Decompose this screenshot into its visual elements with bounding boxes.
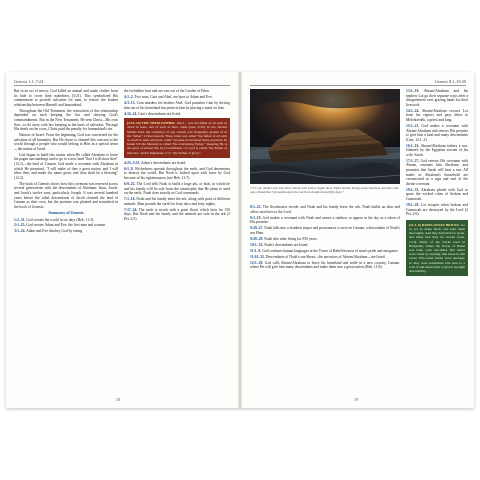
verse-item <box>406 203 468 217</box>
verse-item <box>124 161 230 166</box>
page-number-left: 18 <box>116 397 120 402</box>
verse-item <box>406 144 468 158</box>
verse-ref: 15:1–21. <box>406 123 420 128</box>
page-number-right: 19 <box>354 397 358 402</box>
verse-text: God makes a covenant with Abram/Abraham and renews His promise to give him a land and many descendants (Gen. 12:1–2). <box>406 123 469 142</box>
left-col-1 <box>14 89 118 235</box>
verse-item <box>406 188 468 202</box>
verse-text: The earth is struck with a great flood, which lasts for 150 days. But Noah and his family and the animals are safe in the ark (2 Pet. 2:5). <box>124 207 230 221</box>
verse-ref: 14:1–24. <box>406 108 420 113</box>
verse-text: Abraham pleads with God to spare the wicked cities of Sodom and Gomorrah. <box>406 187 468 202</box>
verse-text: God creates the world in six days (Heb. 11:3). <box>26 217 95 222</box>
verse-item <box>250 216 400 225</box>
verse-text: Descendants of Noah's son Shem—the ancestors of Abram/Abraham—are listed. <box>265 254 386 259</box>
verse-item <box>250 255 400 260</box>
verse-item <box>124 182 230 196</box>
verse-ref: 12:1–20. <box>250 260 264 265</box>
verse-item <box>14 218 118 223</box>
verse-text: Lot escapes when Sodom and Gomorrah are destroyed by the Lord (2 Pet. 2:6). <box>406 203 468 217</box>
noahs-ark-illustration <box>250 89 400 184</box>
verse-item <box>406 159 468 187</box>
running-head-left: Genesis 1:1–7:24 <box>14 79 44 84</box>
sidebar-box-father <box>124 118 230 158</box>
verse-item <box>124 112 230 117</box>
verse-text: Noah and his family enter the ark, along with pairs of different animals. Rain pounds the earth for forty days and forty nights. <box>124 197 230 206</box>
illustration-caption: 7:17–24. Noah's ark was three stories tall with a single door. Eight human beings and countless animals rode out a flood that "prevailed upon the earth an hundred and fifty days." <box>250 186 399 195</box>
verse-item <box>250 237 400 242</box>
verse-item <box>406 89 468 107</box>
verse-item <box>124 208 230 222</box>
verse-item <box>124 101 230 110</box>
verse-item <box>406 124 468 142</box>
verse-ref: 11:10–32. <box>250 254 265 259</box>
verse-item <box>250 243 400 248</box>
verse-text: Cain's descendants are listed. <box>138 111 182 116</box>
verse-ref: 17:1–27. <box>406 158 420 163</box>
verse-text: Noah dies after living for 950 years. <box>264 236 318 241</box>
verse-text: God creates Adam and Eve, the first man and woman. <box>26 223 106 228</box>
verse-ref: 16:1–16. <box>406 143 420 148</box>
verse-item <box>14 223 118 228</box>
verse-ref: 4:25–5:32. <box>124 160 141 165</box>
verse-item <box>124 95 230 100</box>
verse-ref: 4:16–24. <box>124 111 138 116</box>
verse-ref: 9:20–27. <box>250 226 264 231</box>
sidebar-heading: [4:16–24] THE TERM FATHER. <box>127 121 176 126</box>
verse-text: God renews His covenant with Abram, renames him Abraham, and promises that Sarah will bear a son. All males in Abraham's household are circumcised as a sign and seal of the divine covenant. <box>406 158 468 186</box>
verse-item <box>14 229 118 234</box>
right-col-2 <box>406 89 468 279</box>
right-col-1 <box>250 205 400 271</box>
verse-ref: 3:1–24. <box>14 229 26 234</box>
paragraph: Nations of Israel: From the beginning, God was concerned for the salvation of all humanity. But He chose to channel this concern to the world through a people who would belong to Him in a special sense—the nation of Israel. <box>14 133 118 151</box>
verse-text: God confuses human languages at the Tower of Babel because of man's pride and arrogance. <box>262 248 399 253</box>
verse-ref: 19:1–33. <box>406 187 420 192</box>
verse-text: Cain murders his brother Abel. God punishes Cain by driving him out of his homeland but protects him by placing a mark on him. <box>124 100 230 110</box>
verse-item <box>406 109 468 123</box>
verse-ref: 11:1–9. <box>250 248 262 253</box>
verse-ref: 7:1–16. <box>124 197 136 202</box>
verse-text: Adam's descendants are listed. <box>141 160 187 165</box>
verse-text: The floodwaters recede, and Noah and his family leave the ark. Noah builds an altar and offers sacrifices to the Lord. <box>250 205 400 214</box>
verse-ref: 2:1–25. <box>14 223 26 228</box>
verse-ref: 4:3–15. <box>124 100 136 105</box>
verse-text: Adam and Eve disobey God by eating <box>26 229 83 234</box>
verse-text: Abram/Abraham rescues Lot from his captors and pays tithes to Melchizedek, a priest and king. <box>406 108 468 122</box>
verse-text: Wickedness spreads throughout the earth, and God determines to destroy the world. But Noah is looked upon with favor by God because of his righteousness (see Heb. 11:7). <box>124 166 231 180</box>
sidebar-heading: [11:1–9] BABYLONIAN BRICKS. <box>409 222 460 227</box>
paragraph: The book of Genesis shows how this covenant was renewed across several generations with the descendants of Abraham: Isaac, Jacob, and Jacob's twelve sons, particularly Joseph. It was several hundred years before the tribal descendants of Jacob claimed the land of Canaan as their own, but the promise was planted and nourished in the book of Genesis. <box>14 181 118 209</box>
verse-ref: 1:1–31. <box>14 217 26 222</box>
verse-ref: 9:1–19. <box>250 215 262 220</box>
verse-ref: 6:9–22. <box>124 181 136 186</box>
verse-ref: 7:17–24. <box>124 207 138 212</box>
sidebar-box-bricks <box>406 220 468 276</box>
verse-ref: 6:1–8. <box>124 166 134 171</box>
verse-text: Noah falls into a drunken stupor and pronounces a curse on Canaan, a descendant of Noah's son Ham. <box>250 226 400 235</box>
book-spread <box>6 72 474 408</box>
paragraph: Throughout the Old Testament, the restoration of this relationship depended on each keeping the law and obeying God's commandments. But in the New Testament, He sent Christ—His own Son—to do away with law keeping as the basis of salvation. Through His death on the cross, Christ paid the penalty for humankind's sin. <box>14 108 118 132</box>
verse-ref: 13:1–18. <box>406 89 420 93</box>
paragraph: But in an act of mercy, God killed an animal and made clothes from its hide to cover their nakedness (3:21). This symbolized His commitment to provide salvation for man, to restore the broken relationship between Himself and humankind. <box>14 89 118 107</box>
verse-item <box>250 249 400 254</box>
paragraph: the forbidden fruit and are cast out of the Garden of Eden. <box>124 89 210 93</box>
verse-item <box>250 261 400 270</box>
verse-item <box>250 226 400 235</box>
verse-text: The Lord tells Noah to build a huge ark, or boat, in which he and his family will be safe from the catastrophe that He plans to send on the earth. Noah does exactly as God commands. <box>124 181 230 196</box>
verse-ref: 8:1–22. <box>250 205 262 209</box>
right-page <box>242 72 474 408</box>
summary-heading: Summary of Genesis <box>48 210 84 216</box>
verse-item <box>124 197 230 206</box>
verse-item <box>124 167 230 181</box>
verse-text: God calls Abram/Abraham to leave his homeland and settle in a new country, Canaan, where He will give him many descendants and make them into a great nation (Heb. 11:8). <box>250 260 401 270</box>
sidebar-text: Jabal… was the father of all such as dwell in tents, and of such as have cattle (Gen. 4:20). In the ancient Middle East, the originator of any custom was frequently spoken of as the "father" of that custom. Thus, Jabal was called "the father of all such as dwell in tents and have cattle" because he invented these practices. In Isaiah 9:6 the Messiah is called "the everlasting Father," meaning He is the giver of eternal life. In 2 Corinthians 1:3, God is called "the Father of mercies," and in Ephesians 1:17, "the Father of glory." <box>127 121 227 155</box>
sidebar-text: Go to, let us make brick, and burn them thoroughly. And they had brick for stone, and slime had they for morter (Gen. 11:3). Many of the bricks used in Babylonia, where the Tower of Babel was built, were sun-dried. But others were cured by burning, like those in this tower. Fire-cured bricks were stronger, so they were sometimes laid next to a wall of sun-dried brick to give it strength and stability. <box>409 222 465 274</box>
verse-text: Abram/Abraham and his nephew Lot go their separate ways after a disagreement over grazing lands for their livestock. <box>406 89 468 107</box>
verse-text: Abram/Abraham fathers a son, Ishmael, by the Egyptian servant of his wife, Sarah. <box>406 143 469 157</box>
verse-item <box>250 205 400 214</box>
verse-ref: 10:1–32. <box>250 242 264 247</box>
verse-text: Noah's descendants are listed. <box>264 242 309 247</box>
paragraph: God began to build this nation when He called Abraham to leave his pagan surroundings and to go to a new land "that I will show thee" (12:1)—the land of Canaan. God made a covenant with Abraham in which He promised, "I will make of thee a great nation, and I will bless thee, and make thy name great; and thou shalt be a blessing" (12:2). <box>14 152 118 180</box>
verse-ref: 9:28–29. <box>250 236 264 241</box>
running-head-right: Genesis 8:1–19:29 <box>434 79 466 84</box>
left-col-2 <box>124 89 230 223</box>
verse-ref: 19:1–29. <box>406 203 420 207</box>
verse-text: God makes a covenant with Noah and causes a rainbow to appear in the sky as a token of His promise. <box>250 215 401 225</box>
header-rule <box>250 85 466 86</box>
left-page <box>6 72 238 408</box>
header-rule <box>14 85 230 86</box>
verse-text: Two sons, Cain and Abel, are born to Adam and Eve. <box>134 94 213 99</box>
verse-ref: 4:1–2. <box>124 94 134 99</box>
